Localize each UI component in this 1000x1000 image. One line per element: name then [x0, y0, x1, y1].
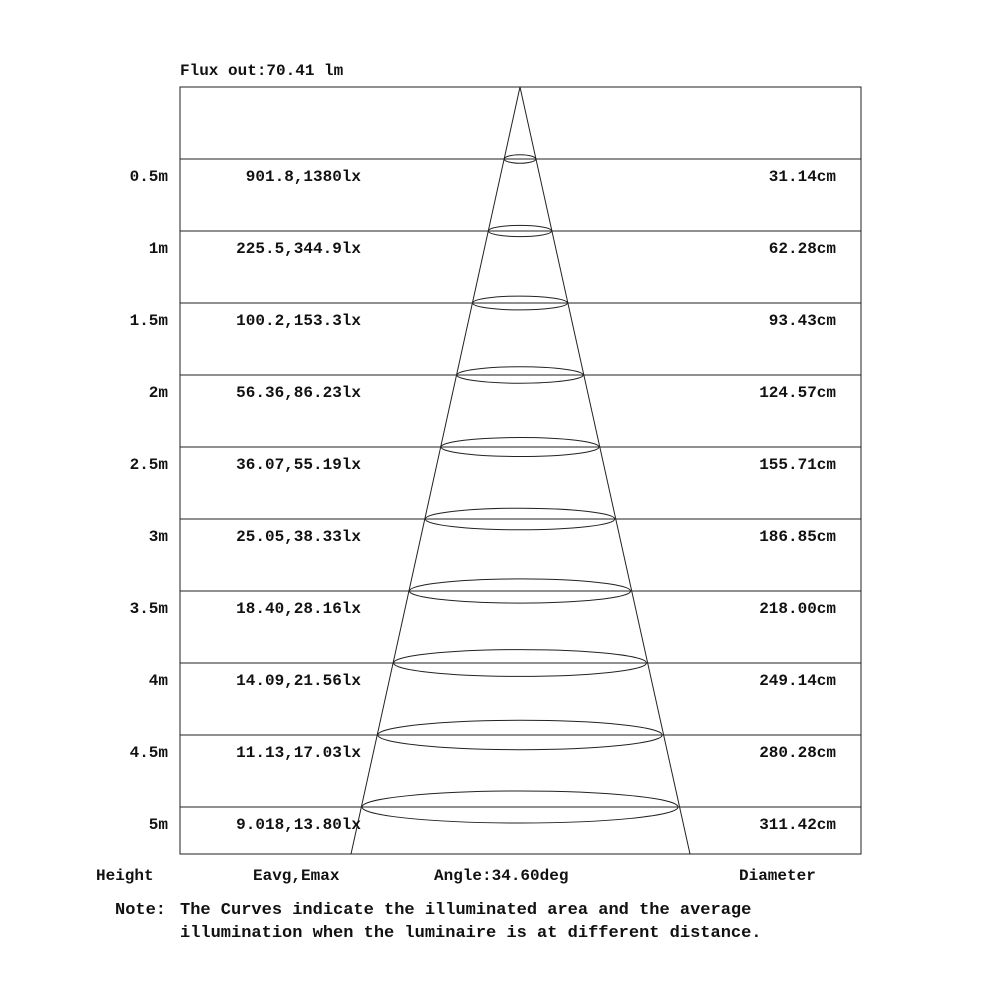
row-height-label: 2.5m: [129, 456, 168, 474]
row-illuminance-label: 36.07,55.19lx: [236, 456, 361, 474]
row-diameter-label: 93.43cm: [768, 312, 836, 330]
row-illuminance-label: 14.09,21.56lx: [236, 672, 361, 690]
row-height-label: 0.5m: [129, 168, 168, 186]
row-height-label: 3.5m: [129, 600, 168, 618]
row-illuminance-label: 225.5,344.9lx: [236, 240, 361, 258]
beam-angle-label: Angle:34.60deg: [434, 867, 569, 885]
distance-rows: [130, 168, 837, 834]
height-column-label: Height: [96, 867, 154, 885]
row-illuminance-label: 56.36,86.23lx: [236, 384, 361, 402]
row-height-label: 5m: [148, 816, 168, 834]
row-diameter-label: 155.71cm: [759, 456, 836, 474]
row-diameter-label: 249.14cm: [759, 672, 836, 690]
row-diameter-label: 311.42cm: [759, 816, 836, 834]
row-illuminance-label: 100.2,153.3lx: [236, 312, 361, 330]
row-illuminance-label: 9.018,13.80lx: [236, 816, 361, 834]
row-height-label: 1m: [148, 240, 168, 258]
row-illuminance-label: 11.13,17.03lx: [236, 744, 361, 762]
beam-left-edge: [351, 87, 520, 854]
illuminated-area-curves: [362, 155, 678, 823]
flux-out-label: Flux out:70.41 lm: [180, 62, 344, 80]
row-height-label: 3m: [148, 528, 168, 546]
row-diameter-label: 62.28cm: [768, 240, 836, 258]
row-illuminance-label: 25.05,38.33lx: [236, 528, 361, 546]
row-illuminance-label: 18.40,28.16lx: [236, 600, 361, 618]
diameter-column-label: Diameter: [739, 867, 816, 885]
note-line-1: The Curves indicate the illuminated area and the average: [180, 901, 752, 920]
row-height-label: 1.5m: [129, 312, 168, 330]
row-height-label: 4.5m: [129, 744, 168, 762]
row-height-label: 4m: [148, 672, 168, 690]
row-diameter-label: 124.57cm: [759, 384, 836, 402]
row-illuminance-label: 901.8,1380lx: [245, 168, 361, 186]
beam-right-edge: [520, 87, 690, 854]
row-diameter-label: 218.00cm: [759, 600, 836, 618]
row-diameter-label: 186.85cm: [759, 528, 836, 546]
note-line-2: illumination when the luminaire is at different distance.: [180, 924, 762, 943]
illuminance-column-label: Eavg,Emax: [253, 867, 340, 885]
note-prefix: Note:: [115, 901, 167, 920]
row-diameter-label: 31.14cm: [768, 168, 836, 186]
row-height-label: 2m: [148, 384, 168, 402]
row-diameter-label: 280.28cm: [759, 744, 836, 762]
